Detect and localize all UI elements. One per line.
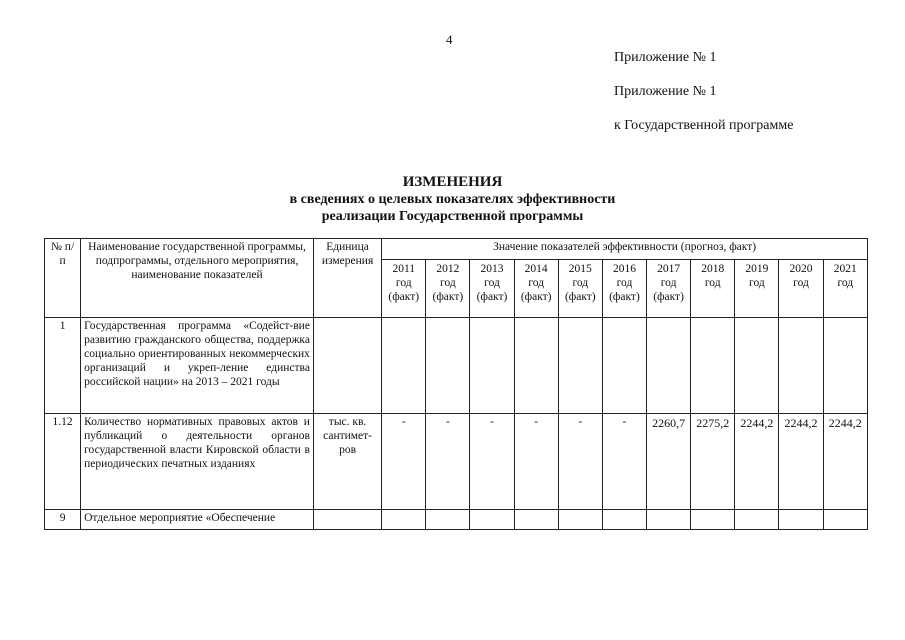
year-header-l3: (факт) (653, 291, 684, 303)
value-cell (691, 510, 735, 530)
table-row (45, 510, 868, 530)
year-header-year: 2012 (436, 263, 460, 275)
value-cell (647, 318, 691, 414)
value-cell: 2244,2 (779, 414, 823, 510)
value-cell (426, 510, 470, 530)
header-no: № п/п (45, 239, 81, 318)
year-header-year: 2011 (392, 263, 416, 275)
year-header-2013 (470, 260, 514, 318)
year-header-l3: (факт) (476, 291, 508, 303)
value-cell (514, 318, 558, 414)
row-unit: тыс. кв. сантимет-ров (313, 414, 381, 510)
value-cell: 2260,7 (647, 414, 691, 510)
row-unit (313, 510, 381, 530)
value-cell (558, 510, 602, 530)
appendix-label-1: Приложение № 1 (614, 50, 717, 65)
year-header-2011 (382, 260, 426, 318)
page-number: 4 (446, 32, 453, 47)
value-cell (426, 318, 470, 414)
year-header-year: 2019 (745, 263, 769, 275)
year-header-2019 (735, 260, 779, 318)
value-cell (647, 510, 691, 530)
year-header-l3: (факт) (564, 291, 596, 303)
year-header-l3: (факт) (609, 291, 640, 303)
row-name: Отдельное мероприятие «Обеспечение (81, 510, 314, 530)
value-cell (382, 318, 426, 414)
value-cell: 2275,2 (691, 414, 735, 510)
value-cell (823, 510, 867, 530)
row-name: Количество нормативных правовых актов и публикаций о деятельности органов государственной власти Кировской области в периодических печатных изданиях (81, 414, 314, 510)
year-header-2021 (823, 260, 867, 318)
year-header-2014 (514, 260, 558, 318)
year-header-2017 (647, 260, 691, 318)
year-header-l2: год (572, 277, 589, 289)
indicators-table (44, 238, 868, 530)
value-cell (602, 510, 646, 530)
year-header-l2: год (616, 277, 633, 289)
row-number: 1.12 (45, 414, 81, 510)
value-cell (470, 318, 514, 414)
year-header-l2: год (528, 277, 545, 289)
value-cell (602, 318, 646, 414)
table-row (45, 414, 868, 510)
value-cell: - (426, 414, 470, 510)
row-name: Государственная программа «Содейст-вие развитию гражданского общества, поддержка социально ориентированных некоммерческих организаций и укреп-ление единства российской нации» на 2013 – 2021 годы (81, 318, 314, 414)
year-header-l2: год (837, 277, 854, 289)
row-unit (313, 318, 381, 414)
value-cell (382, 510, 426, 530)
year-header-l2: год (793, 277, 809, 289)
year-header-l2: год (660, 277, 677, 289)
value-cell: - (514, 414, 558, 510)
year-header-2015 (558, 260, 602, 318)
year-header-year: 2018 (701, 263, 725, 275)
heading-subtitle-2: реализации Государственной программы (321, 209, 584, 224)
year-header-l3: (факт) (520, 291, 552, 303)
value-cell: 2244,2 (823, 414, 867, 510)
header-values: Значение показателей эффективности (прогноз, факт) (382, 239, 868, 260)
year-header-l2: год (395, 277, 412, 289)
value-cell (823, 318, 867, 414)
heading-title: ИЗМЕНЕНИЯ (402, 174, 503, 190)
value-cell (691, 318, 735, 414)
value-cell: - (602, 414, 646, 510)
year-header-l3: (факт) (388, 291, 420, 303)
appendix-program-ref: к Государственной программе (614, 118, 794, 133)
document-heading (0, 174, 905, 225)
year-header-l2: год (440, 277, 456, 289)
year-header-year: 2015 (568, 263, 592, 275)
heading-subtitle-1: в сведениях о целевых показателях эффективности (289, 192, 616, 207)
year-header-2016 (602, 260, 646, 318)
value-cell: - (558, 414, 602, 510)
year-header-year: 2013 (480, 263, 504, 275)
row-number: 9 (45, 510, 81, 530)
year-header-l2: год (484, 277, 500, 289)
year-header-year: 2017 (657, 263, 681, 275)
year-header-2012 (426, 260, 470, 318)
header-name: Наименование государственной программы, подпрограммы, отдельного мероприятия, наименование показателей (81, 239, 314, 318)
year-header-l3: (факт) (432, 291, 464, 303)
value-cell (735, 510, 779, 530)
year-header-year: 2021 (833, 263, 857, 275)
value-cell (558, 318, 602, 414)
table-row (45, 318, 868, 414)
value-cell: - (382, 414, 426, 510)
year-header-l2: год (704, 277, 721, 289)
value-cell (779, 510, 823, 530)
value-cell (470, 510, 514, 530)
appendix-label-2: Приложение № 1 (614, 84, 717, 99)
year-header-2018 (691, 260, 735, 318)
year-header-2020 (779, 260, 823, 318)
row-number: 1 (45, 318, 81, 414)
value-cell (735, 318, 779, 414)
value-cell: - (470, 414, 514, 510)
header-unit: Единица измерения (313, 239, 381, 318)
value-cell (514, 510, 558, 530)
year-header-year: 2020 (789, 263, 813, 275)
value-cell (779, 318, 823, 414)
value-cell: 2244,2 (735, 414, 779, 510)
header-row (45, 239, 868, 260)
year-header-year: 2014 (524, 263, 548, 275)
year-header-l2: год (749, 277, 765, 289)
year-header-year: 2016 (612, 263, 636, 275)
